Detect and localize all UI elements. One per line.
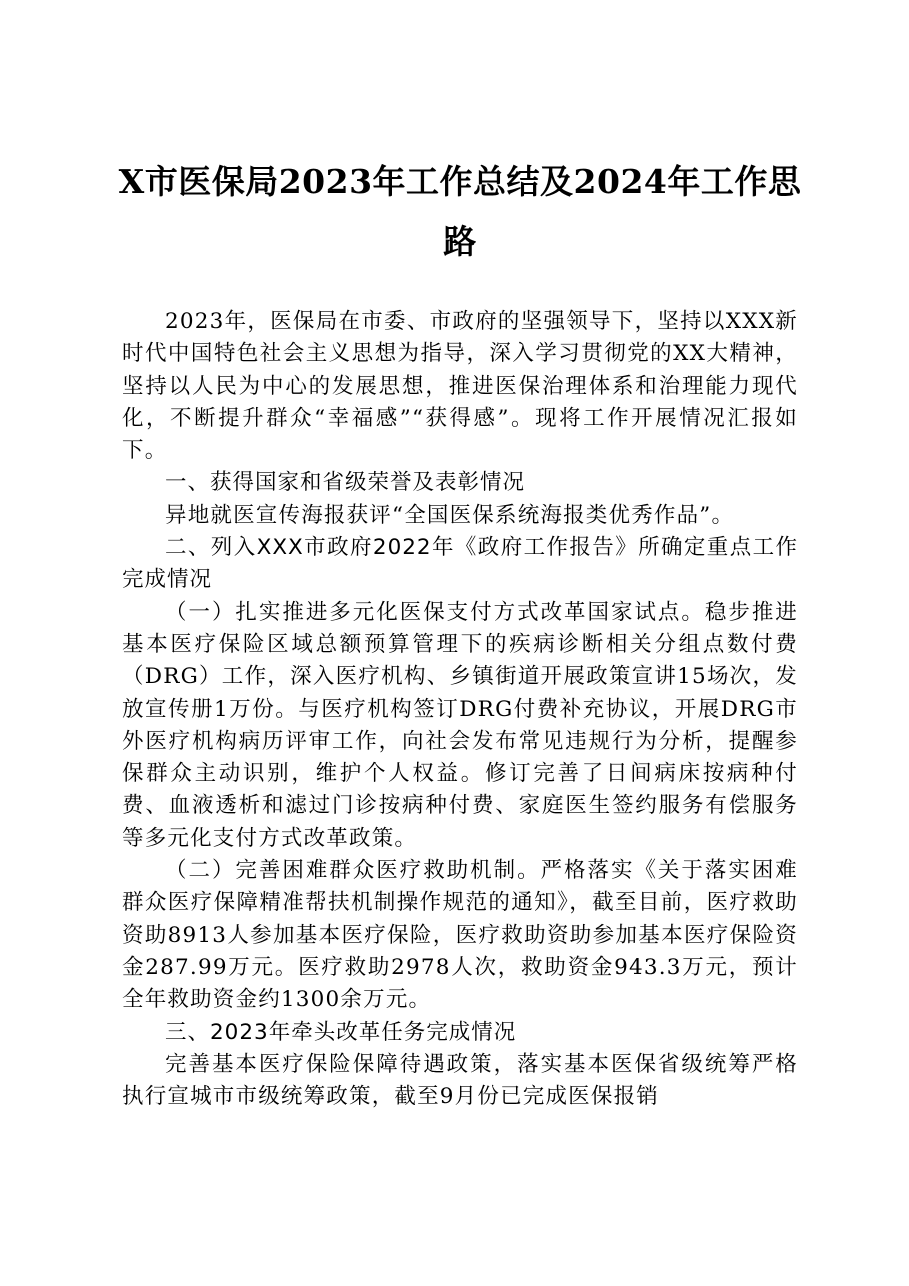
intro-paragraph: 2023年，医保局在市委、市政府的坚强领导下，坚持以XXX新时代中国特色社会主义思想为指导，深入学习贯彻党的XX大精神，坚持以人民为中心的发展思想，推进医保治理体系和治理能力现代化，不断提升群众“幸福感”“获得感”。现将工作开展情况汇报如下。	[122, 309, 798, 464]
section-heading-key-tasks: 二、列入XXX市政府2022年《政府工作报告》所确定重点工作完成情况	[122, 535, 798, 593]
payment-reform-paragraph: （一）扎实推进多元化医保支付方式改革国家试点。稳步推进基本医疗保险区域总额预算管理下的疾病诊断相关分组点数付费（DRG）工作，深入医疗机构、乡镇街道开展政策宣讲15场次，发放宣传册1万份。与医疗机构签订DRG付费补充协议，开展DRG市外医疗机构病历评审工作，向社会发布常见违规行为分析，提醒参保群众主动识别，维护个人权益。修订完善了日间病床按病种付费、血液透析和滤过门诊按病种付费、家庭医生签约服务有偿服务等多元化支付方式改革政策。	[122, 599, 798, 851]
reform-tasks-paragraph: 完善基本医疗保险保障待遇政策，落实基本医保省级统筹严格执行宣城市市级统筹政策，截至9月份已完成医保报销	[122, 1051, 798, 1110]
honors-paragraph: 异地就医宣传海报获评“全国医保系统海报类优秀作品”。	[165, 502, 735, 528]
section-heading-honors: 一、获得国家和省级荣誉及表彰情况	[165, 470, 526, 496]
medical-assistance-paragraph: （二）完善困难群众医疗救助机制。严格落实《关于落实困难群众医疗保障精准帮扶机制操作规范的通知》，截至目前，医疗救助资助8913人参加基本医疗保险，医疗救助资助参加基本医疗保险资金287.99万元。医疗救助2978人次，救助资金943.3万元，预计全年救助资金约1300余万元。	[122, 858, 798, 1013]
document-title: X市医保局2023年工作总结及2024年工作思路	[118, 162, 802, 261]
document-body	[122, 306, 798, 1113]
section-heading-reform-tasks: 三、2023年牵头改革任务完成情况	[165, 1019, 517, 1045]
